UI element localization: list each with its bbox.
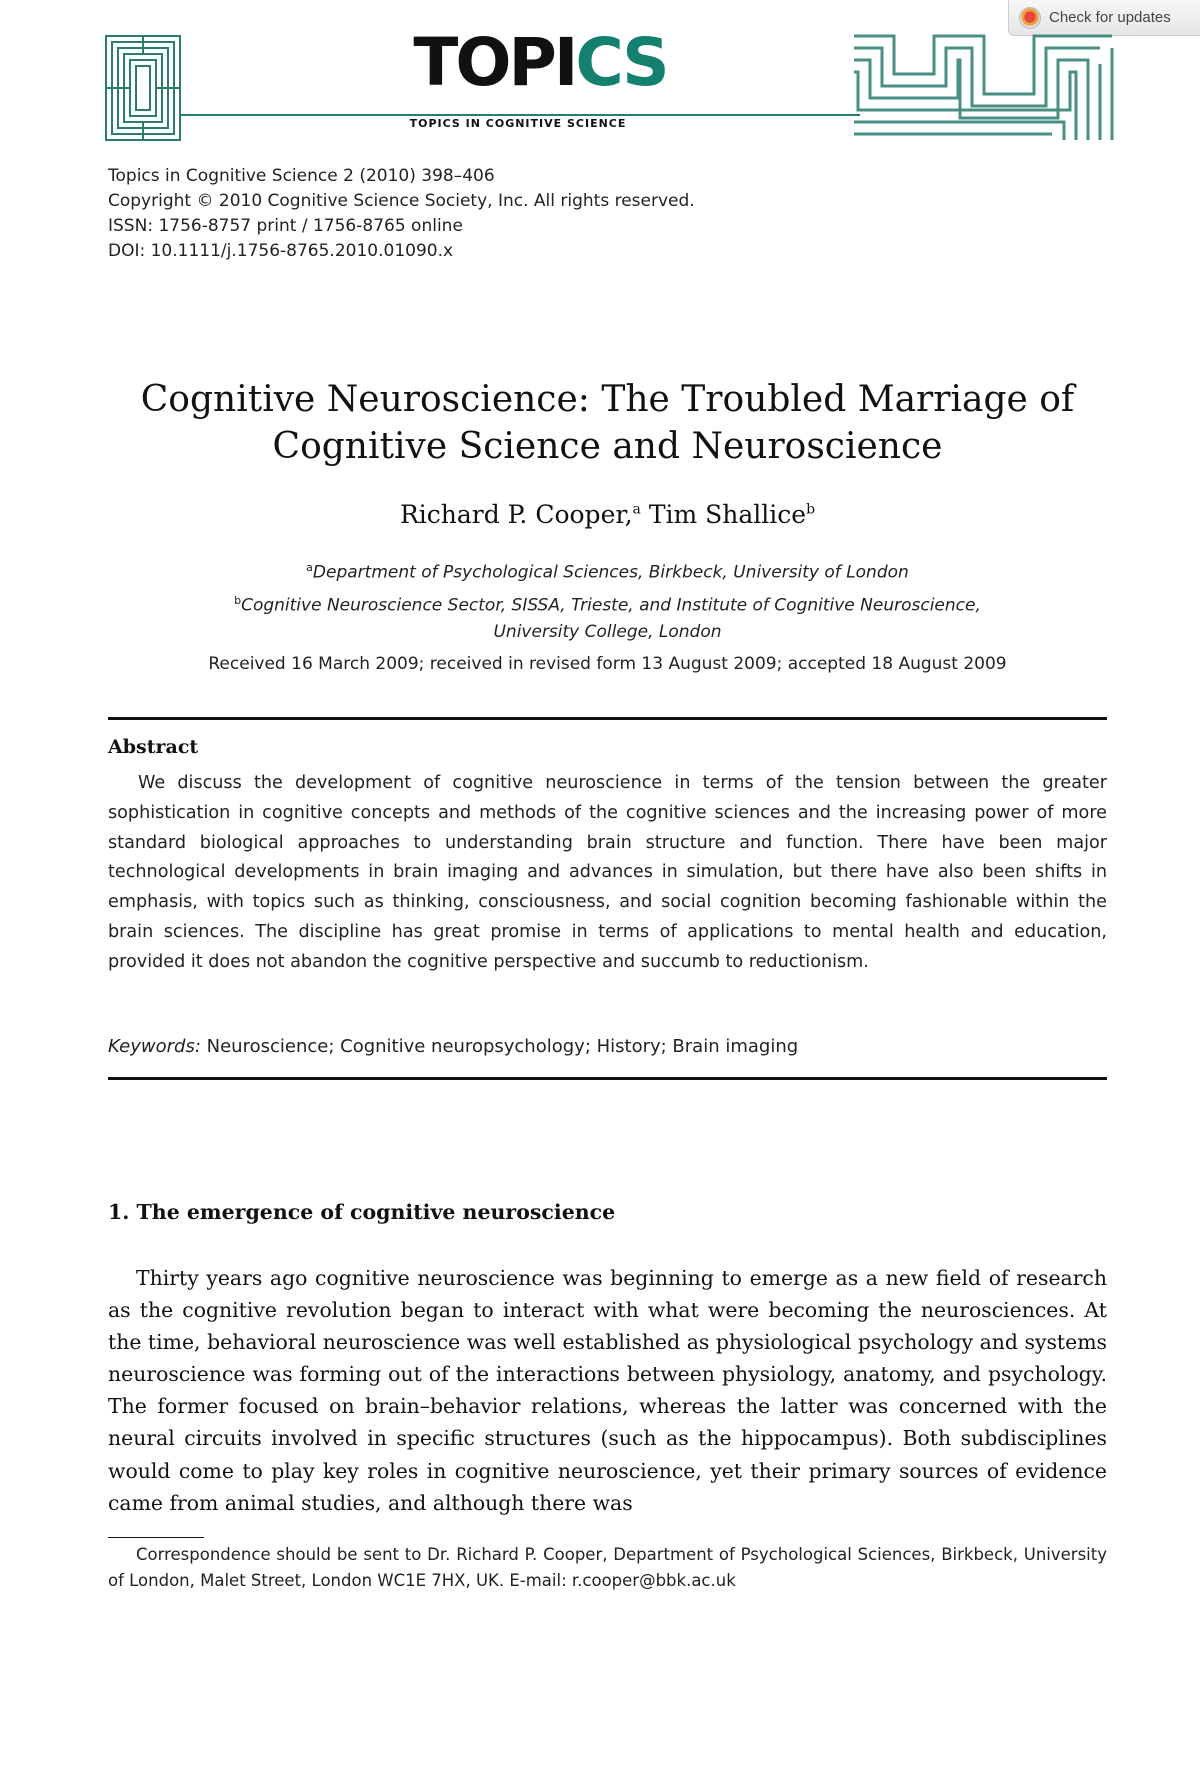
author-shallice: Tim Shallice <box>648 500 807 529</box>
journal-logo-subtitle: TOPICS IN COGNITIVE SCIENCE <box>409 117 627 130</box>
journal-meta <box>108 164 695 264</box>
doi-link[interactable]: DOI: 10.1111/j.1756-8765.2010.01090.x <box>108 241 454 261</box>
author-list <box>108 500 1107 529</box>
issn-line: ISSN: 1756-8757 print / 1756-8765 online <box>108 216 463 236</box>
author-cooper: Richard P. Cooper, <box>399 500 633 529</box>
affiliation-a: $^a$Department of Psychological Sciences, Birkbeck, University of London <box>306 561 909 583</box>
received-dates: Received 16 March 2009; received in revised form 13 August 2009; accepted 18 August 2009 <box>208 654 1007 674</box>
maze-logo-right-icon <box>854 34 1114 142</box>
abstract-bottom-rule <box>108 1077 1107 1080</box>
footnote-rule <box>108 1537 204 1538</box>
author-cooper-affil-mark: a <box>632 501 641 518</box>
article-title <box>108 376 1107 470</box>
abstract-top-rule <box>108 717 1107 720</box>
affiliations <box>108 554 1107 646</box>
copyright-line: Copyright © 2010 Cognitive Science Society, Inc. All rights reserved. <box>108 191 695 211</box>
abstract-text: We discuss the development of cognitive neuroscience in terms of the tension between the greater sophistication in cognitive concepts and methods of the cognitive sciences and the increasing power of more standard biological approaches to understanding brain structure and function. There have been major technological developments in brain imaging and advances in simulation, but there have also been shifts in emphasis, with topics such as thinking, consciousness, and social cognition becoming fashionable within the brain sciences. The discipline has great promise in terms of applications to mental health and education, provided it does not abandon the cognitive perspective and succumb to reductionism. <box>108 773 1107 972</box>
crossmark-icon <box>1019 7 1041 29</box>
affiliation-b-line2: University College, London <box>493 622 722 643</box>
author-shallice-affil-mark: b <box>806 501 816 518</box>
check-for-updates-label: Check for updates <box>1049 9 1171 26</box>
journal-logo-wordmark: TOPICS <box>413 24 667 101</box>
body-paragraph: Thirty years ago cognitive neuroscience was beginning to emerge as a new field of research as the cognitive revolution began to interact with what were becoming the neurosciences. At the time, behavioral neuroscience was well established as physiological psychology and systems neuroscience was forming out of the interactions between physiology, anatomy, and psychology. The former focused on brain–behavior relations, whereas the latter was concerned with the neural circuits involved in specific structures (such as the hippocampus). Both subdisciplines would come to play key roles in cognitive neuroscience, yet their primary sources of evidence came from animal studies, and although there was <box>108 1266 1107 1515</box>
affiliation-b: $^b$Cognitive Neuroscience Sector, SISSA, Trieste, and Institute of Cognitive Neuroscience, <box>234 593 981 616</box>
section-heading: 1. The emergence of cognitive neuroscience <box>108 1200 616 1224</box>
maze-logo-left-icon <box>104 34 182 142</box>
abstract-heading: Abstract <box>108 736 199 758</box>
citation-line: Topics in Cognitive Science 2 (2010) 398–406 <box>108 166 495 186</box>
header-rule <box>180 114 860 116</box>
title-line-2: Cognitive Science and Neuroscience <box>272 426 943 467</box>
keywords-label: Keywords: <box>108 1036 201 1057</box>
keywords <box>108 1036 798 1057</box>
keywords-list: Neuroscience; Cognitive neuropsychology; History; Brain imaging <box>206 1036 799 1057</box>
check-for-updates-button[interactable] <box>1008 0 1200 36</box>
correspondence-footnote: Correspondence should be sent to Dr. Richard P. Cooper, Department of Psychological Sciences, Birkbeck, University of London, Malet Street, London WC1E 7HX, UK. E-mail: r.cooper@bbk.ac.uk <box>108 1545 1107 1590</box>
title-line-1: Cognitive Neuroscience: The Troubled Marriage of <box>140 379 1075 420</box>
